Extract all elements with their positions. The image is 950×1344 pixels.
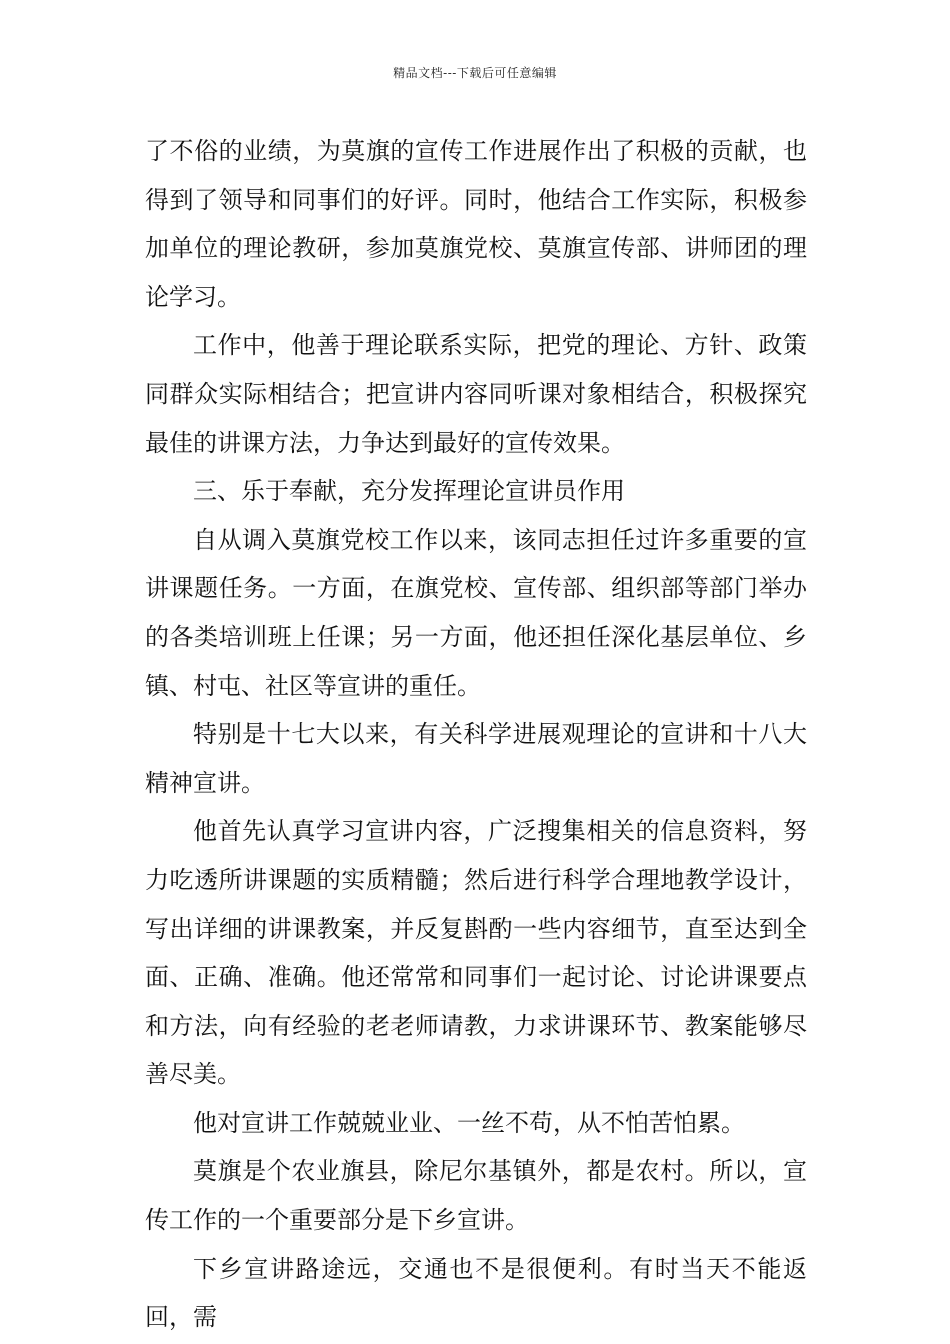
paragraph: 工作中，他善于理论联系实际，把党的理论、方针、政策同群众实际相结合；把宣讲内容同听课对象相结合，积极探究最佳的讲课方法，力争达到最好的宣传效果。 bbox=[145, 331, 807, 457]
paragraph: 特别是十七大以来，有关科学进展观理论的宣讲和十八大精神宣讲。 bbox=[145, 720, 807, 797]
paragraph: 他对宣讲工作兢兢业业、一丝不苟，从不怕苦怕累。 bbox=[193, 1108, 745, 1137]
paragraph: 自从调入莫旗党校工作以来，该同志担任过许多重要的宣讲课题任务。一方面，在旗党校、宣传部、组织部等部门举办的各类培训班上任课；另一方面，他还担任深化基层单位、乡镇、村屯、社区等宣讲的重任。 bbox=[145, 525, 807, 700]
paragraph: 他首先认真学习宣讲内容，广泛搜集相关的信息资料，努力吃透所讲课题的实质精髓；然后进行科学合理地教学设计，写出详细的讲课教案，并反复斟酌一些内容细节，直至达到全面、正确、准确。他还常常和同事们一起讨论、讨论讲课要点和方法，向有经验的老老师请教，力求讲课环节、教案能够尽善尽美。 bbox=[145, 817, 807, 1089]
document-body bbox=[145, 127, 807, 1342]
section-heading: 三、乐于奉献，充分发挥理论宣讲员作用 bbox=[193, 477, 625, 506]
paragraph: 下乡宣讲路途远，交通也不是很便利。有时当天不能返回，需 bbox=[145, 1254, 807, 1332]
paragraph-continuation: 了不俗的业绩，为莫旗的宣传工作进展作出了积极的贡献，也得到了领导和同事们的好评。同时，他结合工作实际，积极参加单位的理论教研，参加莫旗党校、莫旗宣传部、讲师团的理论学习。 bbox=[145, 137, 807, 311]
paragraph: 莫旗是个农业旗县，除尼尔基镇外，都是农村。所以，宣传工作的一个重要部分是下乡宣讲。 bbox=[145, 1157, 807, 1235]
page-header: 精品文档---下载后可任意编辑 bbox=[393, 66, 557, 80]
